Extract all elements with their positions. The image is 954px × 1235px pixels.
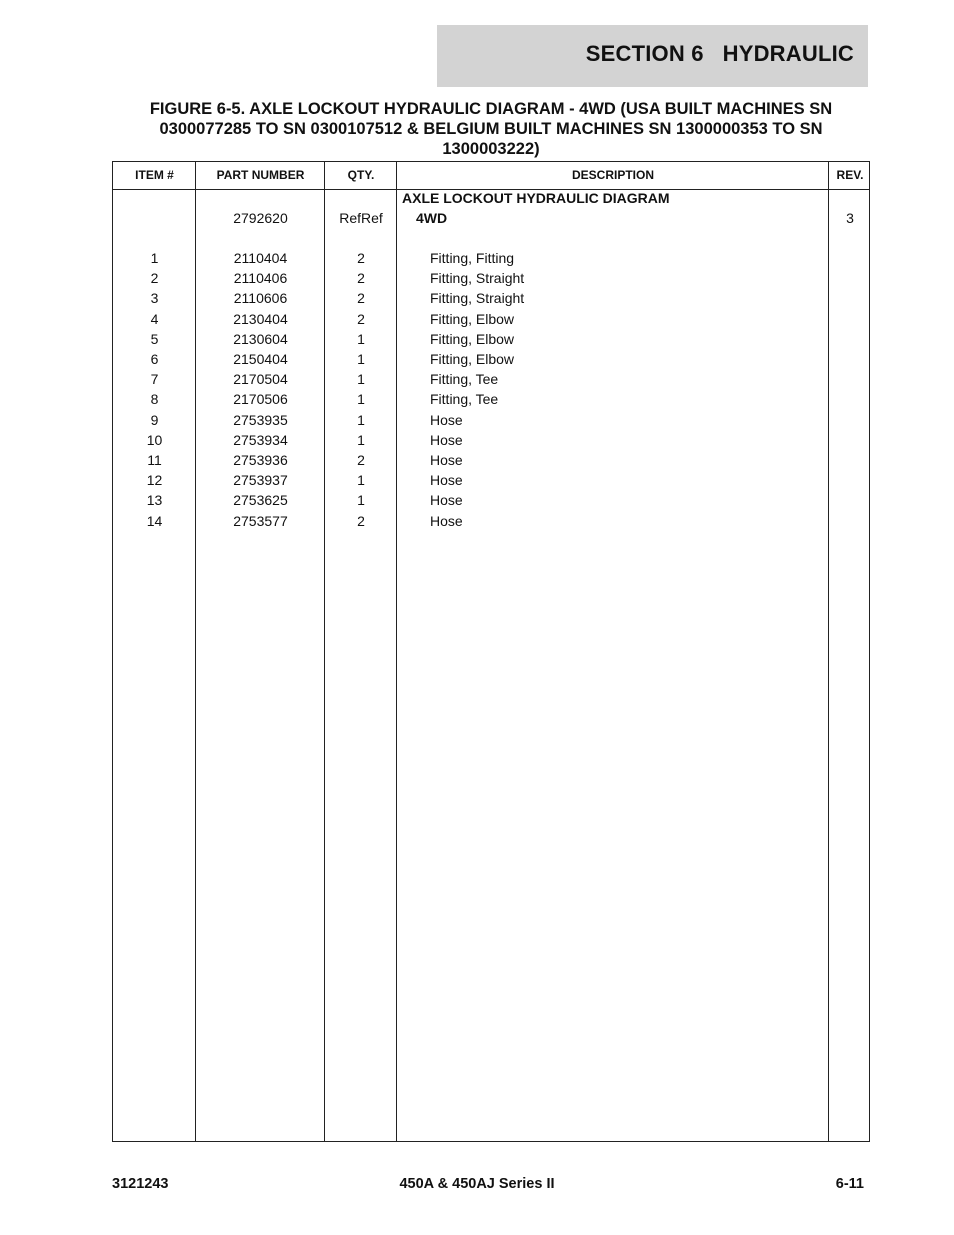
- item-number: 4: [150, 310, 159, 327]
- item-number: 1: [150, 250, 159, 266]
- description: Hose: [430, 472, 463, 489]
- item-number: 2: [150, 270, 159, 287]
- table-row: [113, 511, 869, 531]
- part-number: 2753935: [233, 411, 288, 428]
- quantity: 2: [357, 270, 365, 287]
- table-row: [113, 410, 869, 430]
- quantity: RefRef: [339, 210, 383, 226]
- table-row: [113, 389, 869, 409]
- column-header-item: ITEM #: [135, 168, 174, 182]
- part-number: 2792620: [233, 210, 288, 226]
- part-number: 2110404: [233, 250, 288, 266]
- assembly-row: [113, 208, 869, 228]
- table-row: [113, 369, 869, 389]
- table-row: [113, 430, 869, 450]
- quantity: 2: [357, 250, 365, 266]
- part-number: 2130604: [233, 330, 288, 347]
- quantity: 1: [357, 330, 365, 347]
- description: Hose: [430, 431, 463, 448]
- quantity: 1: [357, 391, 365, 408]
- table-row: [113, 268, 869, 288]
- description: Hose: [430, 411, 463, 428]
- table-row: [113, 288, 869, 308]
- description: Fitting, Tee: [430, 391, 499, 408]
- figure-title: FIGURE 6-5. AXLE LOCKOUT HYDRAULIC DIAGRAM - 4WD (USA BUILT MACHINES SN 0300077285 TO SN 0300107512 & BELGIUM BUILT MACHINES SN 1300000353 TO SN 1300003222): [149, 100, 833, 158]
- part-number: 2110406: [233, 270, 288, 287]
- table-row: [113, 490, 869, 510]
- quantity: 1: [357, 472, 365, 489]
- item-number: 3: [150, 290, 159, 307]
- part-number: 2130404: [233, 310, 288, 327]
- part-number: 2753577: [233, 512, 288, 529]
- footer-doc-number: 3121243: [112, 1176, 169, 1192]
- quantity: 1: [357, 351, 365, 367]
- column-header-qty: QTY.: [347, 168, 375, 182]
- column-header-description: DESCRIPTION: [571, 168, 654, 182]
- quantity: 1: [357, 371, 365, 388]
- part-number: 2753936: [233, 452, 288, 468]
- description: Fitting, Tee: [430, 371, 499, 388]
- part-number: 2753937: [233, 472, 288, 489]
- quantity: 1: [357, 411, 365, 428]
- item-number: 6: [150, 351, 159, 367]
- column-header-part-number: PART NUMBER: [216, 168, 305, 182]
- description: Hose: [430, 512, 463, 529]
- table-row: [113, 248, 869, 268]
- quantity: 2: [357, 512, 365, 529]
- description: Hose: [430, 452, 463, 468]
- item-number: 11: [147, 452, 162, 468]
- description: Fitting, Elbow: [430, 351, 515, 367]
- table-row: [113, 329, 869, 349]
- description: Fitting, Straight: [430, 290, 525, 307]
- assembly-title: AXLE LOCKOUT HYDRAULIC DIAGRAM: [402, 190, 670, 206]
- table-row: [113, 450, 869, 470]
- section-title: SECTION 6 HYDRAULIC: [585, 41, 854, 66]
- item-number: 10: [146, 431, 163, 448]
- part-number: 2110606: [233, 290, 288, 307]
- description: Fitting, Elbow: [430, 310, 515, 327]
- item-number: 12: [146, 472, 163, 489]
- parts-table: [112, 161, 870, 1142]
- column-header-rev: REV.: [836, 168, 864, 182]
- quantity: 1: [357, 431, 365, 448]
- description: 4WD: [416, 210, 448, 226]
- item-number: 8: [150, 391, 159, 408]
- part-number: 2753625: [233, 492, 288, 509]
- table-row: [113, 309, 869, 329]
- quantity: 2: [357, 310, 365, 327]
- table-row: [113, 349, 869, 369]
- item-number: 9: [150, 411, 159, 428]
- quantity: 1: [357, 492, 365, 509]
- revision: 3: [846, 210, 854, 226]
- quantity: 2: [357, 452, 365, 468]
- table-row: [113, 470, 869, 490]
- footer-page-number: 6-11: [835, 1176, 864, 1192]
- item-number: 14: [146, 512, 163, 529]
- item-number: 13: [146, 492, 163, 509]
- part-number: 2150404: [233, 351, 288, 367]
- description: Fitting, Fitting: [430, 250, 515, 266]
- quantity: 2: [357, 290, 365, 307]
- footer-model: 450A & 450AJ Series II: [399, 1176, 555, 1192]
- part-number: 2753934: [233, 431, 288, 448]
- item-number: 7: [150, 371, 159, 388]
- section-header: [437, 25, 868, 87]
- item-number: 5: [150, 330, 159, 347]
- part-number: 2170506: [233, 391, 288, 408]
- part-number: 2170504: [233, 371, 288, 388]
- description: Fitting, Straight: [430, 270, 525, 287]
- description: Hose: [430, 492, 463, 509]
- description: Fitting, Elbow: [430, 330, 515, 347]
